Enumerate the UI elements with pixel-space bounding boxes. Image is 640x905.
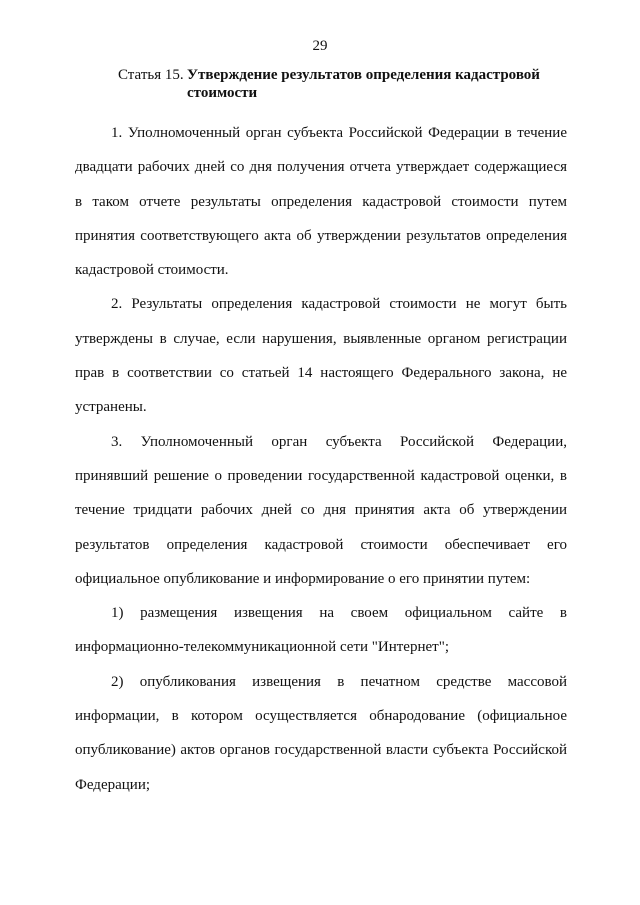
article-title: Утверждение результатов определения кадастровой стоимости	[187, 67, 540, 101]
article-heading	[118, 66, 588, 102]
list-item-1: 1) размещения извещения на своем официальном сайте в информационно-телекоммуникационной сети "Интернет";	[75, 605, 567, 656]
article-body	[75, 116, 567, 802]
paragraph-1: 1. Уполномоченный орган субъекта Российской Федерации в течение двадцати рабочих дней со дня получения отчета утверждает содержащиеся в таком отчете результаты определения кадастровой стоимости путем принятия соответствующего акта об утверждении результатов определения кадастровой стоимости.	[75, 125, 567, 279]
paragraph-2: 2. Результаты определения кадастровой стоимости не могут быть утверждены в случае, если нарушения, выявленные органом регистрации прав в соответствии со статьей 14 настоящего Федерального закона, не устранены.	[75, 296, 567, 416]
article-number: Статья 15.	[118, 67, 184, 83]
page-number: 29	[312, 38, 328, 54]
paragraph-3: 3. Уполномоченный орган субъекта Российской Федерации, принявший решение о проведении государственной кадастровой оценки, в течение тридцати рабочих дней со дня принятия акта об утверждении результатов определения кадастровой стоимости обеспечивает его официальное опубликование и информирование о его принятии путем:	[75, 433, 567, 587]
list-item-2: 2) опубликования извещения в печатном средстве массовой информации, в котором осуществляется обнародование (официальное опубликование) актов органов государственной власти субъекта Российской Федерации;	[75, 673, 567, 793]
